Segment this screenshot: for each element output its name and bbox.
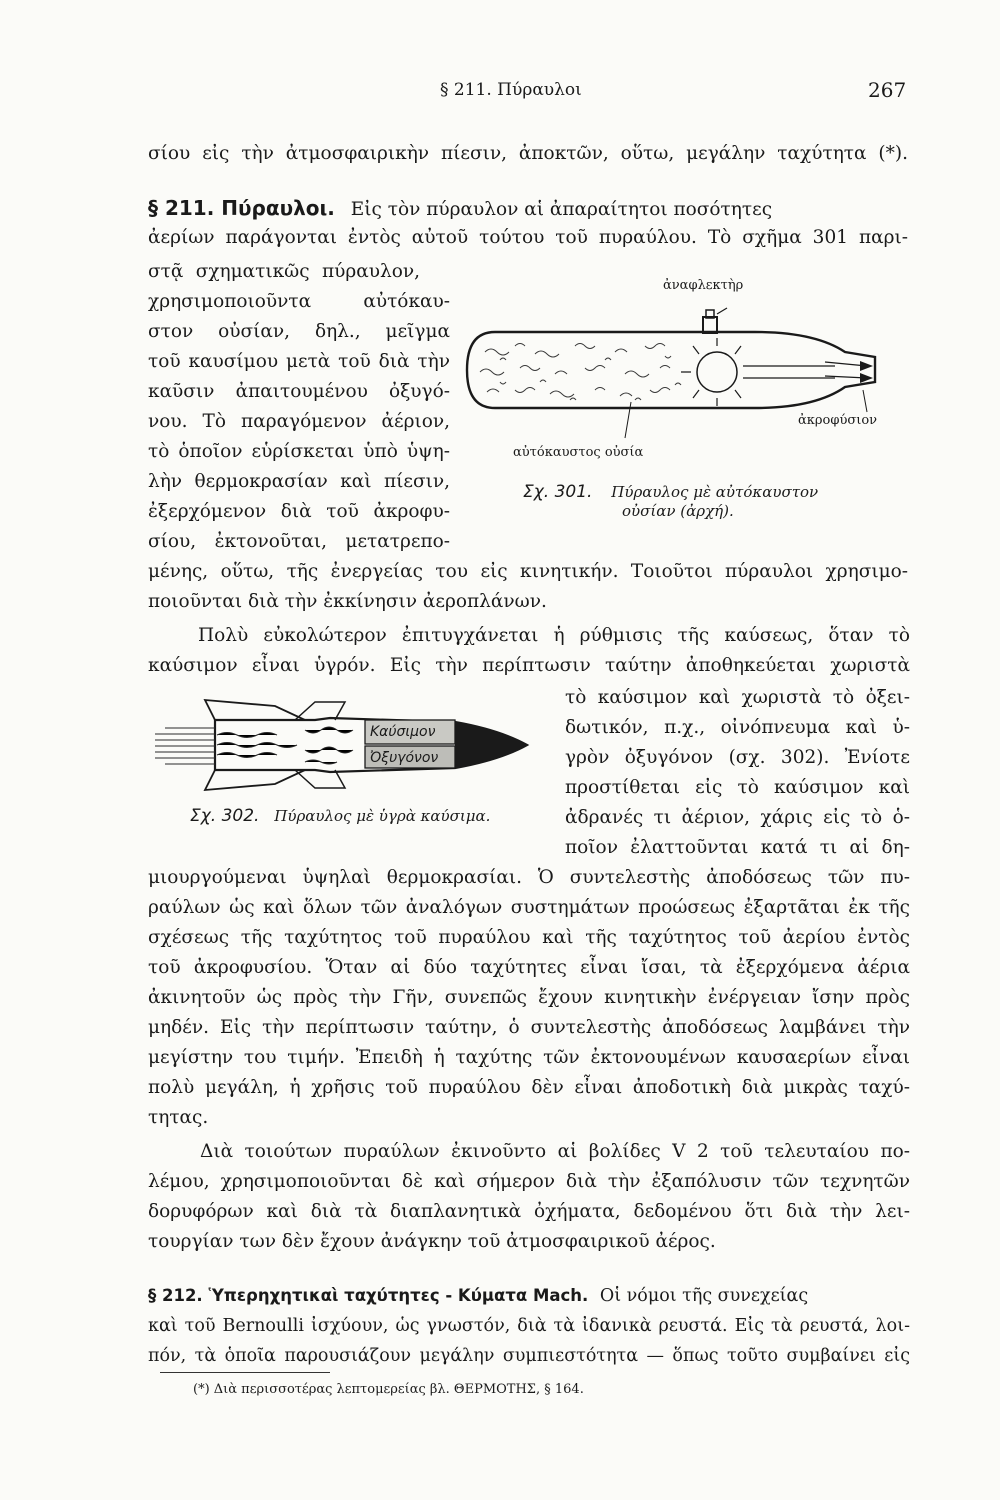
figure-301-caption xyxy=(523,482,818,502)
text-line: προστίθεται εἰς τὸ καύσιμον καὶ xyxy=(565,777,910,798)
text-line: ἀερίων παράγονται ἐντὸς αὐτοῦ τούτου τοῦ πυραύλου. Τὸ σχῆμα 301 παρι- xyxy=(148,227,908,248)
section-211-heading: § 211. Πύραυλοι. xyxy=(148,196,335,220)
text-line: πόν, τὰ ὁποῖα παρουσιάζουν μεγάλην συμπιεστότητα — ὅπως τοῦτο συμβαίνει εἰς xyxy=(148,1346,910,1366)
section-211-line xyxy=(148,196,908,222)
text-line: μιουργούμεναι ὑψηλαὶ θερμοκρασίαι. Ὁ συντελεστὴς ἀποδόσεως τῶν πυ- xyxy=(148,867,910,888)
text-line: μηδέν. Εἰς τὴν περίπτωσιν ταύτην, ὁ συντελεστὴς ἀποδόσεως λαμβάνει τὴν xyxy=(148,1017,910,1038)
text-line: πολὺ μεγάλη, ἡ χρῆσις τοῦ πυραύλου δὲν εἶναι ἀποδοτικὴ διὰ μικρὰς ταχύ- xyxy=(148,1077,910,1098)
text-line: καῦσιν ἀπαιτουμένου ὀξυγό- xyxy=(148,381,450,402)
text-line: σχέσεως τῆς ταχύτητος τοῦ πυραύλου καὶ τῆς ταχύτητος τοῦ ἀερίου ἐντὸς xyxy=(148,927,910,948)
page-number: 267 xyxy=(868,78,907,102)
text-line: στᾷ σχηματικῶς πύραυλον, xyxy=(148,261,420,282)
text-line: μένης, οὕτω, τῆς ἐνεργείας του εἰς κινητικήν. Τοιοῦτοι πύραυλοι χρησιμο- xyxy=(148,561,908,582)
text-line: χρησιμοποιοῦντα αὐτόκαυ- xyxy=(148,291,450,312)
text-line: γρὸν ὀξυγόνον (σχ. 302). Ἐνίοτε xyxy=(565,747,910,768)
text-line: τουργίαν των δὲν ἔχουν ἀνάγκην τοῦ ἀτμοσφαιρικοῦ ἀέρος. xyxy=(148,1231,716,1252)
text-line: στον οὐσίαν, δηλ., μεῖγμα xyxy=(148,321,450,342)
section-212-text: Οἱ νόμοι τῆς συνεχείας xyxy=(599,1286,809,1306)
text-line: ποῖον ἐλαττοῦνται κατά τι αἱ δη- xyxy=(565,837,910,858)
text-line: σίου, ἐκτονοῦται, μετατρεπο- xyxy=(148,531,450,552)
label-oxygen-tank: Ὀξυγόνον xyxy=(370,750,439,766)
text-line: τοῦ ἀκροφυσίου. Ὅταν αἱ δύο ταχύτητες εἶναι ἴσαι, τὰ ἐξερχόμενα ἀέρια xyxy=(148,957,910,978)
text-line: τὸ καύσιμον καὶ χωριστὰ τὸ ὀξει- xyxy=(565,687,910,708)
label-fuel-tank: Καύσιμον xyxy=(370,724,436,740)
figure-302-caption xyxy=(190,806,490,826)
figure-302-drawing xyxy=(155,690,535,800)
text-line: τητας. xyxy=(148,1107,209,1128)
text-line: ποιοῦνται διὰ τὴν ἐκκίνησιν ἀεροπλάνων. xyxy=(148,591,547,612)
label-igniter: ἀναφλεκτὴρ xyxy=(663,278,744,293)
section-212-line xyxy=(148,1284,910,1308)
text-line: ἀκινητοῦν ὡς πρὸς τὴν Γῆν, συνεπῶς ἔχουν κινητικὴν ἐνέργειαν ἴσην πρὸς xyxy=(148,987,910,1008)
figure-302-number: Σχ. 302. xyxy=(190,806,260,826)
text-line: νου. Τὸ παραγόμενον ἀέριον, xyxy=(148,411,450,432)
text-line: σίου εἰς τὴν ἀτμοσφαιρικὴν πίεσιν, ἀποκτῶν, οὕτω, μεγάλην ταχύτητα (*). xyxy=(148,143,908,164)
text-line: λὴν θερμοκρασίαν καὶ πίεσιν, xyxy=(148,471,450,492)
section-212-heading: § 212. Ὑπερηχητικαὶ ταχύτητες - Κύματα Mach. xyxy=(148,1286,589,1305)
page-header xyxy=(0,78,1000,108)
text-line: ἐξερχόμενον διὰ τοῦ ἀκροφυ- xyxy=(148,501,450,522)
figure-301-number: Σχ. 301. xyxy=(523,482,593,502)
text-line: δωτικόν, π.χ., οἰνόπνευμα καὶ ὑ- xyxy=(565,717,910,738)
text-line: ραύλων ὡς καὶ ὅλων τῶν ἀναλόγων συστημάτων προώσεως ἐξαρτᾶται ἐκ τῆς xyxy=(148,897,910,918)
text-line: καύσιμον εἶναι ὑγρόν. Εἰς τὴν περίπτωσιν ταύτην ἀποθηκεύεται χωριστὰ xyxy=(148,655,910,676)
text-line: ἀδρανές τι ἀέριον, χάρις εἰς τὸ ὁ- xyxy=(565,807,910,828)
figure-302-caption-text: Πύραυλος μὲ ὑγρὰ καύσιμα. xyxy=(274,807,491,825)
text-line: μεγίστην του τιμήν. Ἐπειδὴ ἡ ταχύτης τῶν ἐκτονουμένων καυσαερίων εἶναι xyxy=(148,1047,910,1068)
text-line: καὶ τοῦ Bernoulli ἰσχύουν, ὡς γνωστόν, διὰ τὰ ἰδανικὰ ρευστά. Εἰς τὰ ρευστά, λοι- xyxy=(148,1316,910,1336)
running-title: § 211. Πύραυλοι xyxy=(440,80,582,100)
text-line: τοῦ καυσίμου μετὰ τοῦ διὰ τὴν xyxy=(148,351,450,372)
figure-301-caption-line2: οὐσίαν (ἀρχή). xyxy=(622,502,734,520)
text-line: δορυφόρων καὶ διὰ τὰ διαπλανητικὰ ὀχήματα, δεδομένου ὅτι διὰ τὴν λει- xyxy=(148,1201,910,1222)
text-line: Πολὺ εὐκολώτερον ἐπιτυγχάνεται ἡ ρύθμισις τῆς καύσεως, ὅταν τὸ xyxy=(198,625,910,646)
text-line: λέμου, χρησιμοποιοῦνται δὲ καὶ σήμερον διὰ τὴν ἐξαπόλυσιν τῶν τεχνητῶν xyxy=(148,1171,910,1192)
footnote: (*) Διὰ περισσοτέρας λεπτομερείας βλ. ΘΕΡΜΟΤΗΣ, § 164. xyxy=(193,1382,584,1397)
section-211-text: Εἰς τὸν πύραυλον αἱ ἀπαραίτητοι ποσότητες xyxy=(350,199,773,220)
footnote-rule xyxy=(160,1372,330,1373)
text-line: τὸ ὁποῖον εὑρίσκεται ὑπὸ ὑψη- xyxy=(148,441,450,462)
label-nozzle: ἀκροφύσιον xyxy=(798,413,878,428)
figure-301-caption-text: Πύραυλος μὲ αὐτόκαυστον xyxy=(611,483,819,501)
text-line: Διὰ τοιούτων πυραύλων ἐκινοῦντο αἱ βολίδες V 2 τοῦ τελευταίου πο- xyxy=(200,1141,910,1162)
label-self-combusting-substance: αὐτόκαυστος οὐσία xyxy=(513,445,644,460)
